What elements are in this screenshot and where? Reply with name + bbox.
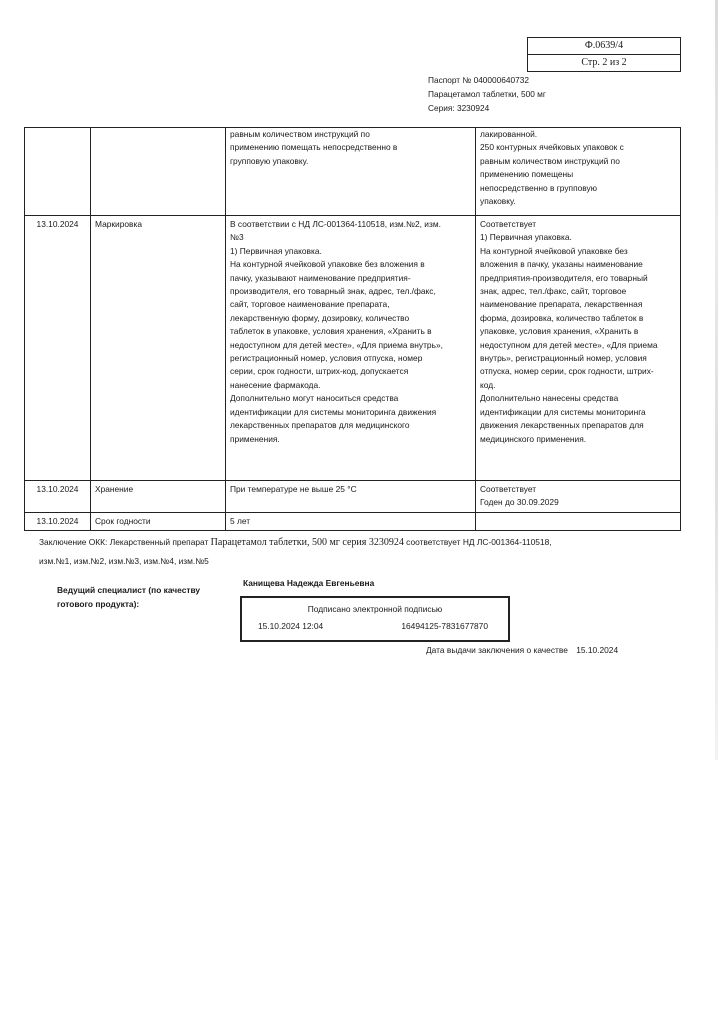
requirement-cell: равным количеством инструкций по применению помещать непосредственно в групповую упаковку. — [226, 128, 476, 216]
table-row — [25, 481, 681, 513]
signer-role — [57, 583, 200, 611]
result-cell — [476, 512, 681, 530]
qc-conclusion — [39, 533, 599, 570]
form-code: Ф.0639/4 — [584, 40, 624, 51]
passport-product: Парацетамол таблетки, 500 мг — [428, 89, 546, 99]
signature-datetime: 15.10.2024 12:04 — [258, 621, 324, 631]
date-cell: 13.10.2024 — [25, 512, 91, 530]
parameter-cell: Маркировка — [91, 216, 226, 481]
conclusion-line-2: изм.№1, изм.№2, изм.№3, изм.№4, изм.№5 — [39, 556, 209, 566]
page-number: Стр. 2 из 2 — [528, 54, 680, 71]
result-cell: лакированной. 250 контурных ячейковых упаковок с равным количеством инструкций по применению помещены непосредственно в групповую упаковку. — [476, 128, 681, 216]
table-row — [25, 512, 681, 530]
parameter-cell: Хранение — [91, 481, 226, 513]
result-cell: Соответствует 1) Первичная упаковка. На контурной ячейковой упаковке без вложения в пачку, указаны наименование предприятия-производителя, его товарный знак, адрес, тел./факс, сайт, торговое наименование препарата, лекарственная форма, дозировка, количество таблеток в упаковке, условия хранения, «Хранить в недоступном для детей месте», «Для приема внутрь», регистрационный номер, условия отпуска, номер серии, срок годности, штрих-код. Дополнительно нанесены средства идентификации для системы мониторинга движения лекарственных препаратов для медицинского применения. — [476, 216, 681, 481]
scan-edge-shadow — [715, 0, 718, 760]
conclusion-prefix: Лекарственный препарат — [109, 537, 209, 547]
requirement-cell: 5 лет — [226, 512, 476, 530]
parameter-cell — [91, 128, 226, 216]
signature-title: Подписано электронной подписью — [307, 604, 443, 614]
conclusion-label: Заключение ОКК: — [39, 537, 108, 547]
signature-certificate: 16494125-7831677870 — [401, 621, 488, 631]
table-row — [25, 216, 681, 481]
requirement-cell: При температуре не выше 25 °С — [226, 481, 476, 513]
date-cell: 13.10.2024 — [25, 216, 91, 481]
issue-date — [426, 645, 618, 655]
parameter-cell: Срок годности — [91, 512, 226, 530]
conclusion-product: Парацетамол таблетки, 500 мг серия 3230924 — [210, 537, 404, 548]
quality-table — [24, 127, 681, 531]
issue-date-label: Дата выдачи заключения о качестве — [426, 645, 568, 655]
date-cell: 13.10.2024 — [25, 481, 91, 513]
passport-number: Паспорт № 040000640732 — [428, 75, 529, 85]
electronic-signature-stamp — [240, 596, 510, 642]
signer-role-line-2: готового продукта): — [57, 599, 140, 609]
issue-date-value: 15.10.2024 — [576, 645, 619, 655]
passport-series: Серия: 3230924 — [428, 103, 490, 113]
date-cell — [25, 128, 91, 216]
result-cell: Соответствует Годен до 30.09.2029 — [476, 481, 681, 513]
passport-header — [428, 73, 546, 115]
signer-name: Канищева Надежда Евгеньевна — [243, 578, 375, 588]
table-row — [25, 128, 681, 216]
conclusion-suffix: соответствует НД ЛС-001364-110518, — [406, 537, 552, 547]
requirement-cell: В соответствии с НД ЛС-001364-110518, изм.№2, изм.№3 1) Первичная упаковка. На контурной ячейковой упаковке без вложения в пачку, указывают наименование предприятия-производителя, его товарный знак, адрес, тел./факс, сайт, торговое наименование препарата, лекарственную форму, дозировку, количество таблеток в упаковке, условия хранения, «Хранить в недоступном для детей месте», «Для приема внутрь», регистрационный номер, условия отпуска, номер серии, срок годности, штрих-код, допускается нанесение фармакода. Дополнительно могут наноситься средства идентификации для системы мониторинга движения лекарственных препаратов для медицинского применения. — [226, 216, 476, 481]
signer-role-line-1: Ведущий специалист (по качеству — [57, 585, 201, 595]
conclusion-line-1 — [39, 533, 599, 552]
form-code-box — [527, 37, 681, 72]
